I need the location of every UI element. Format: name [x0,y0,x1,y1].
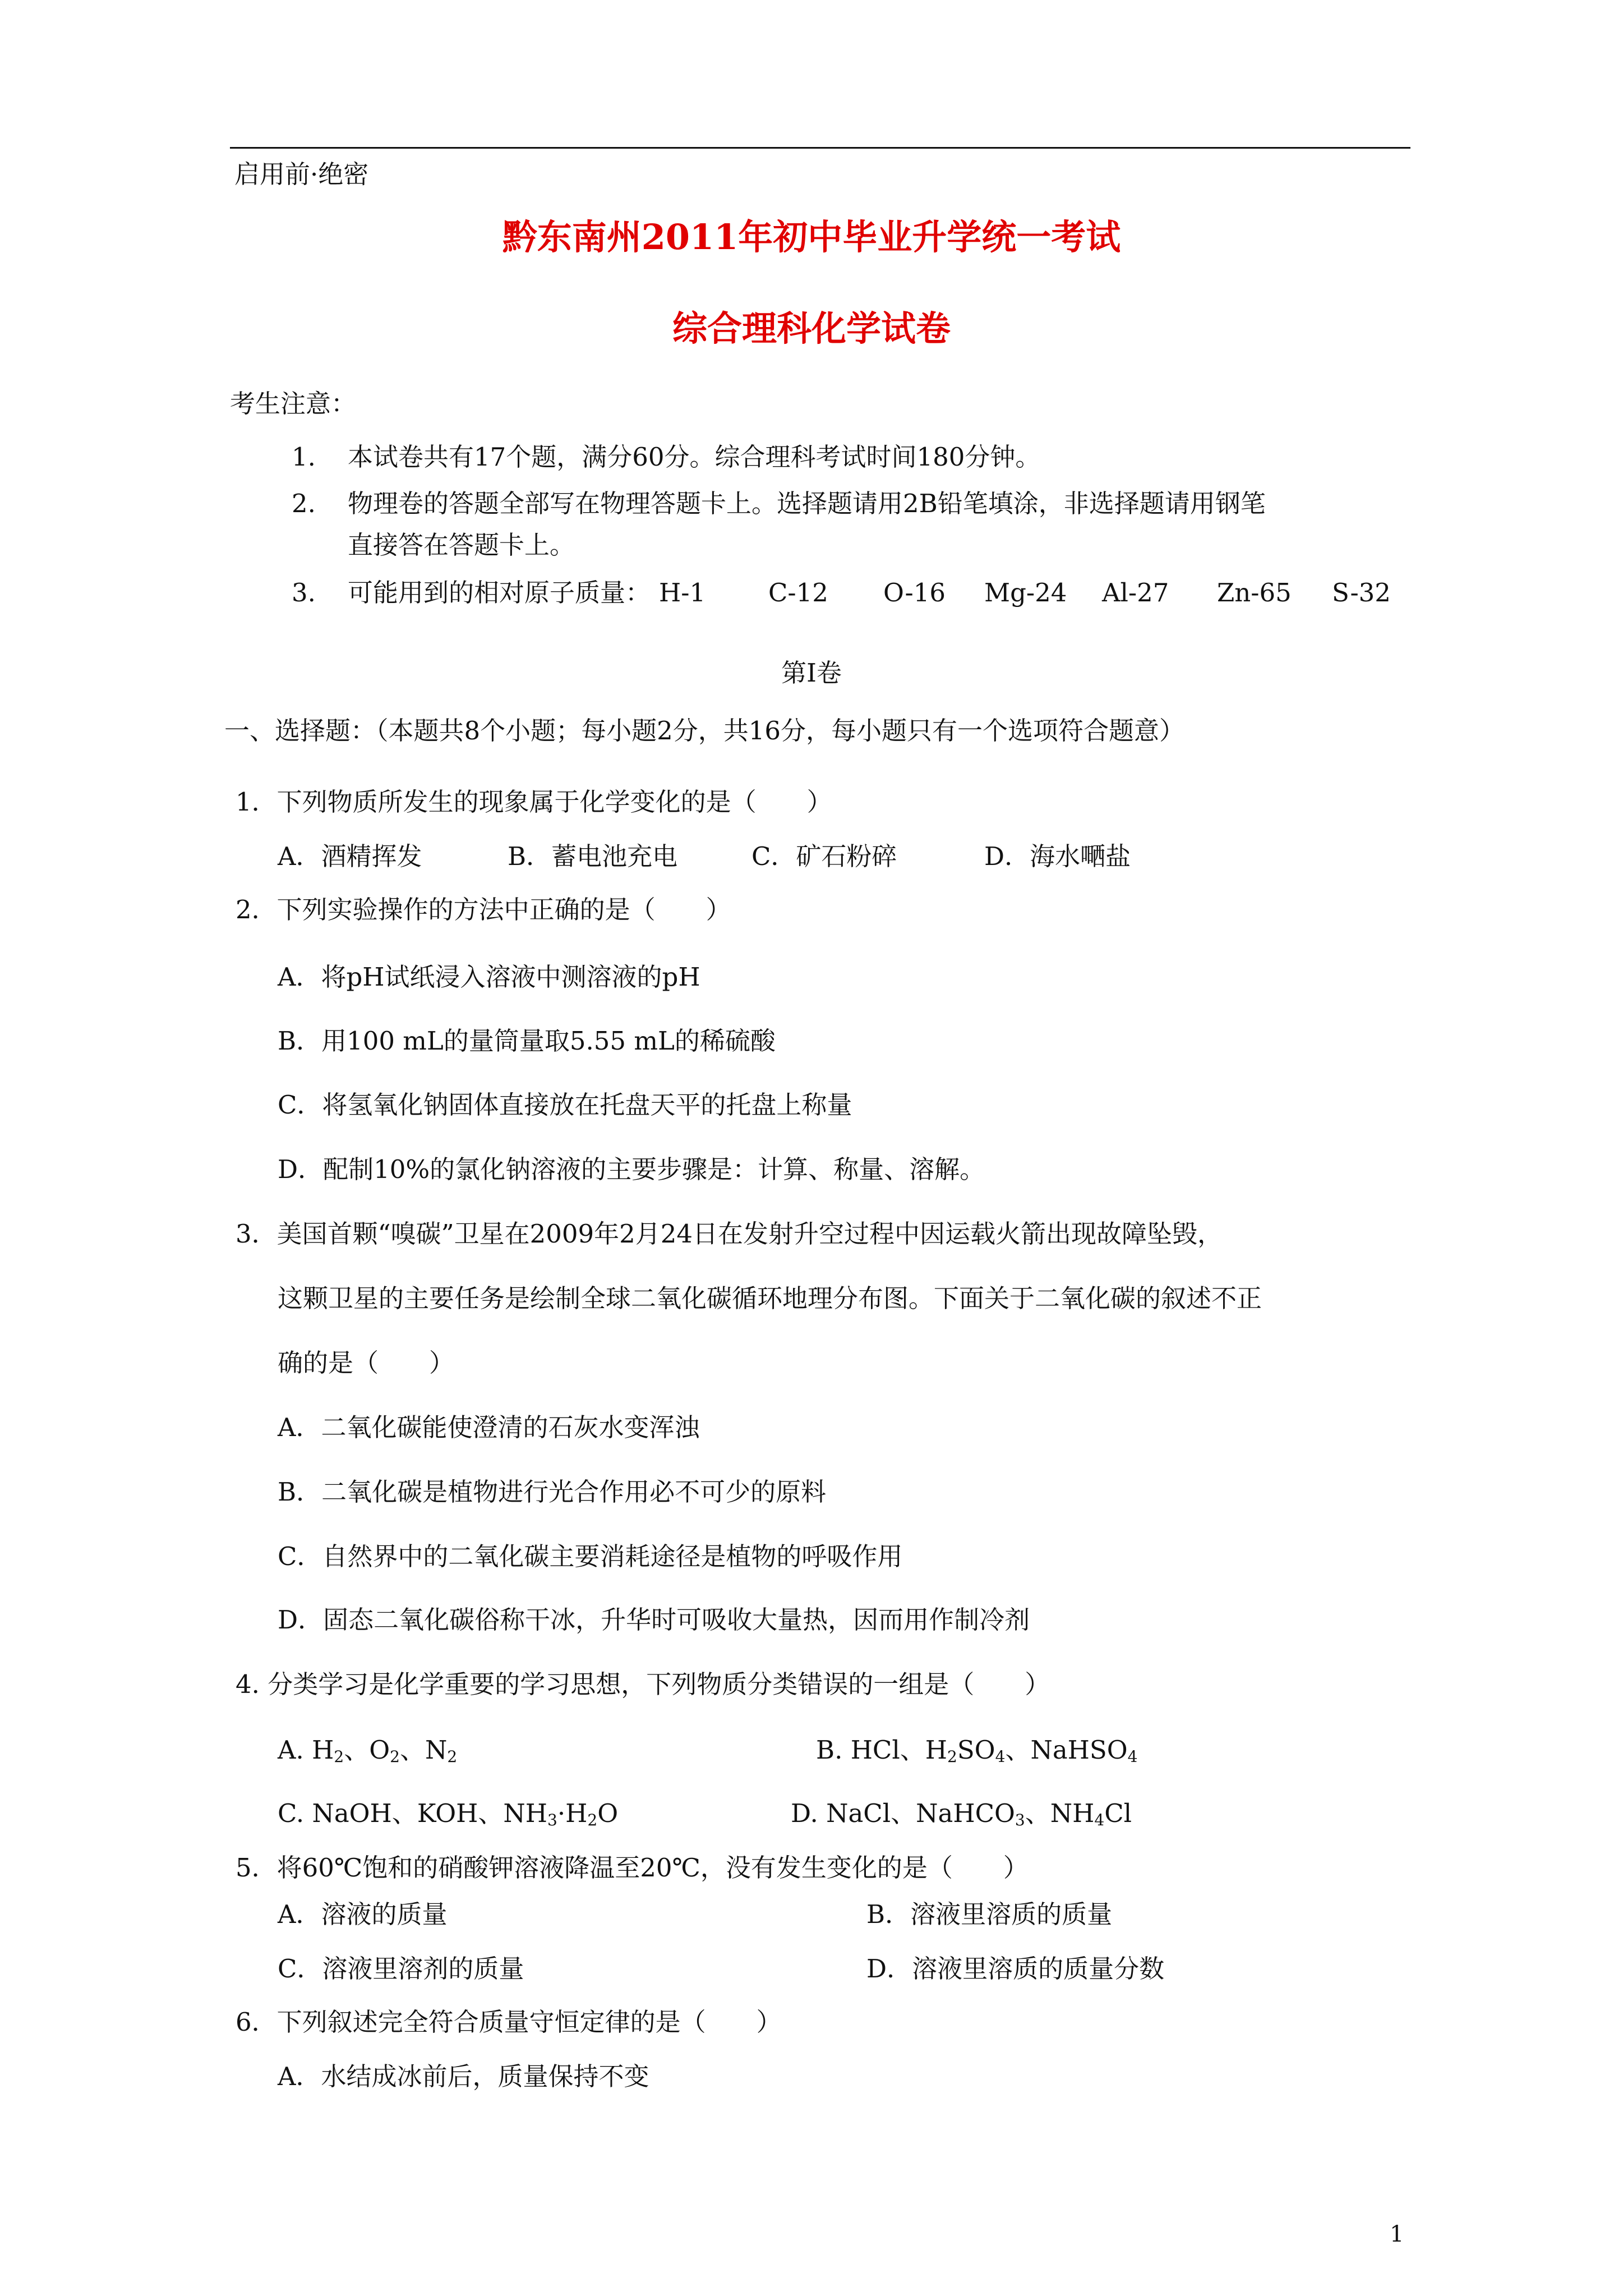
question-5-option-b: B．溶液里溶质的质量 [866,1899,1113,1929]
question-3-option-d: D．固态二氧化碳俗称干冰，升华时可吸收大量热，因而用作制冷剂 [278,1605,1030,1635]
atomic-mass-o: O-16 [883,578,946,608]
volume-label: 第Ⅰ卷 [781,658,842,688]
question-3-stem-line-3: 确的是（ ） [278,1348,455,1378]
notice-item-1-number: 1. [292,442,316,472]
question-4-option-d: D. NaCl、NaHCO$_3$、$NH_4Cl$ [791,1798,1132,1829]
question-1-option-c: C．矿石粉碎 [751,841,897,871]
question-4-option-a: A. $H_2$、$O_2$、$N_2$ [278,1735,458,1766]
question-3-stem-line-1: 3．美国首颗“嗅碳”卫星在2009年2月24日在发射升空过程中因运载火箭出现故障坠毁， [236,1219,1223,1249]
exam-title: 黔东南州2011年初中毕业升学统一考试 [502,217,1121,257]
formula-naoh: NaOH [312,1798,392,1828]
formula-nahso4: NaHSO$_4$ [1030,1735,1138,1766]
question-3-stem-line-2: 这颗卫星的主要任务是绘制全球二氧化碳循环地理分布图。下面关于二氧化碳的叙述不正 [278,1283,1262,1313]
atomic-mass-s: S-32 [1332,578,1391,608]
notice-item-1: 本试卷共有17个题，满分60分。综合理科考试时间180分钟。 [348,442,1041,472]
page-number: 1 [1390,2221,1404,2247]
question-3-option-a: A．二氧化碳能使澄清的石灰水变浑浊 [278,1412,700,1442]
question-6-option-a: A．水结成冰前后，质量保持不变 [278,2062,649,2091]
confidential-label: 启用前·绝密 [234,159,369,189]
formula-h2: $H_2$ [312,1735,344,1766]
notice-item-3-number: 3. [292,578,316,608]
question-6-stem: 6．下列叙述完全符合质量守恒定律的是（ ） [236,2007,782,2037]
question-2-option-c: C．将氢氧化钠固体直接放在托盘天平的托盘上称量 [278,1090,852,1120]
question-1-option-a: A．酒精挥发 [278,841,422,871]
formula-o2: $O_2$ [369,1735,400,1766]
question-2-option-b: B．用100 mL的量筒量取5.55 mL的稀硫酸 [278,1026,776,1056]
atomic-mass-c: C-12 [768,578,828,608]
question-1-option-b: B．蓄电池充电 [508,841,678,871]
question-2-stem: 2．下列实验操作的方法中正确的是（ ） [236,895,731,924]
notice-item-3-label: 可能用到的相对原子质量： [348,578,651,608]
option-c-label: C. [278,1798,305,1828]
atomic-mass-h: H-1 [659,578,706,608]
formula-n2: $N_2$ [425,1735,458,1766]
question-4-option-b: B. HCl、$H_2SO_4$、NaHSO$_4$ [816,1735,1138,1766]
question-4-stem: 4. 分类学习是化学重要的学习思想，下列物质分类错误的一组是（ ） [236,1669,1050,1699]
question-5-option-d: D．溶液里溶质的质量分数 [866,1954,1165,1984]
header-rule [230,147,1410,149]
formula-koh: KOH [417,1798,478,1828]
exam-subtitle: 综合理科化学试卷 [672,308,951,349]
option-d-label: D. [791,1798,818,1828]
formula-nahco3: NaHCO$_3$ [916,1798,1025,1829]
notice-item-2-line-2: 直接答在答题卡上。 [348,530,575,560]
option-a-label: A. [278,1735,304,1765]
formula-hcl: HCl [850,1735,900,1765]
atomic-mass-al: Al-27 [1102,578,1169,608]
question-3-option-c: C．自然界中的二氧化碳主要消耗途径是植物的呼吸作用 [278,1542,903,1571]
question-5-option-c: C．溶液里溶剂的质量 [278,1954,524,1984]
formula-h2so4: $H_2SO_4$ [925,1735,1006,1766]
formula-nh3-h2o: $NH_3\cdot H_2O$ [503,1798,619,1829]
formula-nh4cl: $NH_4Cl$ [1050,1798,1132,1829]
question-2-option-d: D．配制10%的氯化钠溶液的主要步骤是：计算、称量、溶解。 [278,1154,985,1184]
question-2-option-a: A．将pH试纸浸入溶液中测溶液的pH [278,962,700,992]
question-1-option-d: D．海水嗮盐 [984,841,1131,871]
formula-nacl: NaCl [826,1798,891,1828]
atomic-mass-mg: Mg-24 [984,578,1067,608]
notice-item-2-number: 2. [292,489,316,518]
question-5-option-a: A．溶液的质量 [278,1899,448,1929]
notice-heading: 考生注意： [230,389,357,418]
question-5-stem: 5．将60℃饱和的硝酸钾溶液降温至20℃，没有发生变化的是（ ） [236,1853,1029,1883]
question-1-stem: 1．下列物质所发生的现象属于化学变化的是（ ） [236,787,832,817]
question-3-option-b: B．二氧化碳是植物进行光合作用必不可少的原料 [278,1477,827,1507]
atomic-mass-zn: Zn-65 [1217,578,1292,608]
section-heading: 一、选择题：（本题共8个小题；每小题2分，共16分，每小题只有一个选项符合题意） [224,716,1185,746]
option-b-label: B. [816,1735,843,1765]
question-4-option-c: C. NaOH、KOH、$NH_3\cdot H_2O$ [278,1798,619,1829]
notice-item-2-line-1: 物理卷的答题全部写在物理答题卡上。选择题请用2B铅笔填涂，非选择题请用钢笔 [348,489,1266,518]
